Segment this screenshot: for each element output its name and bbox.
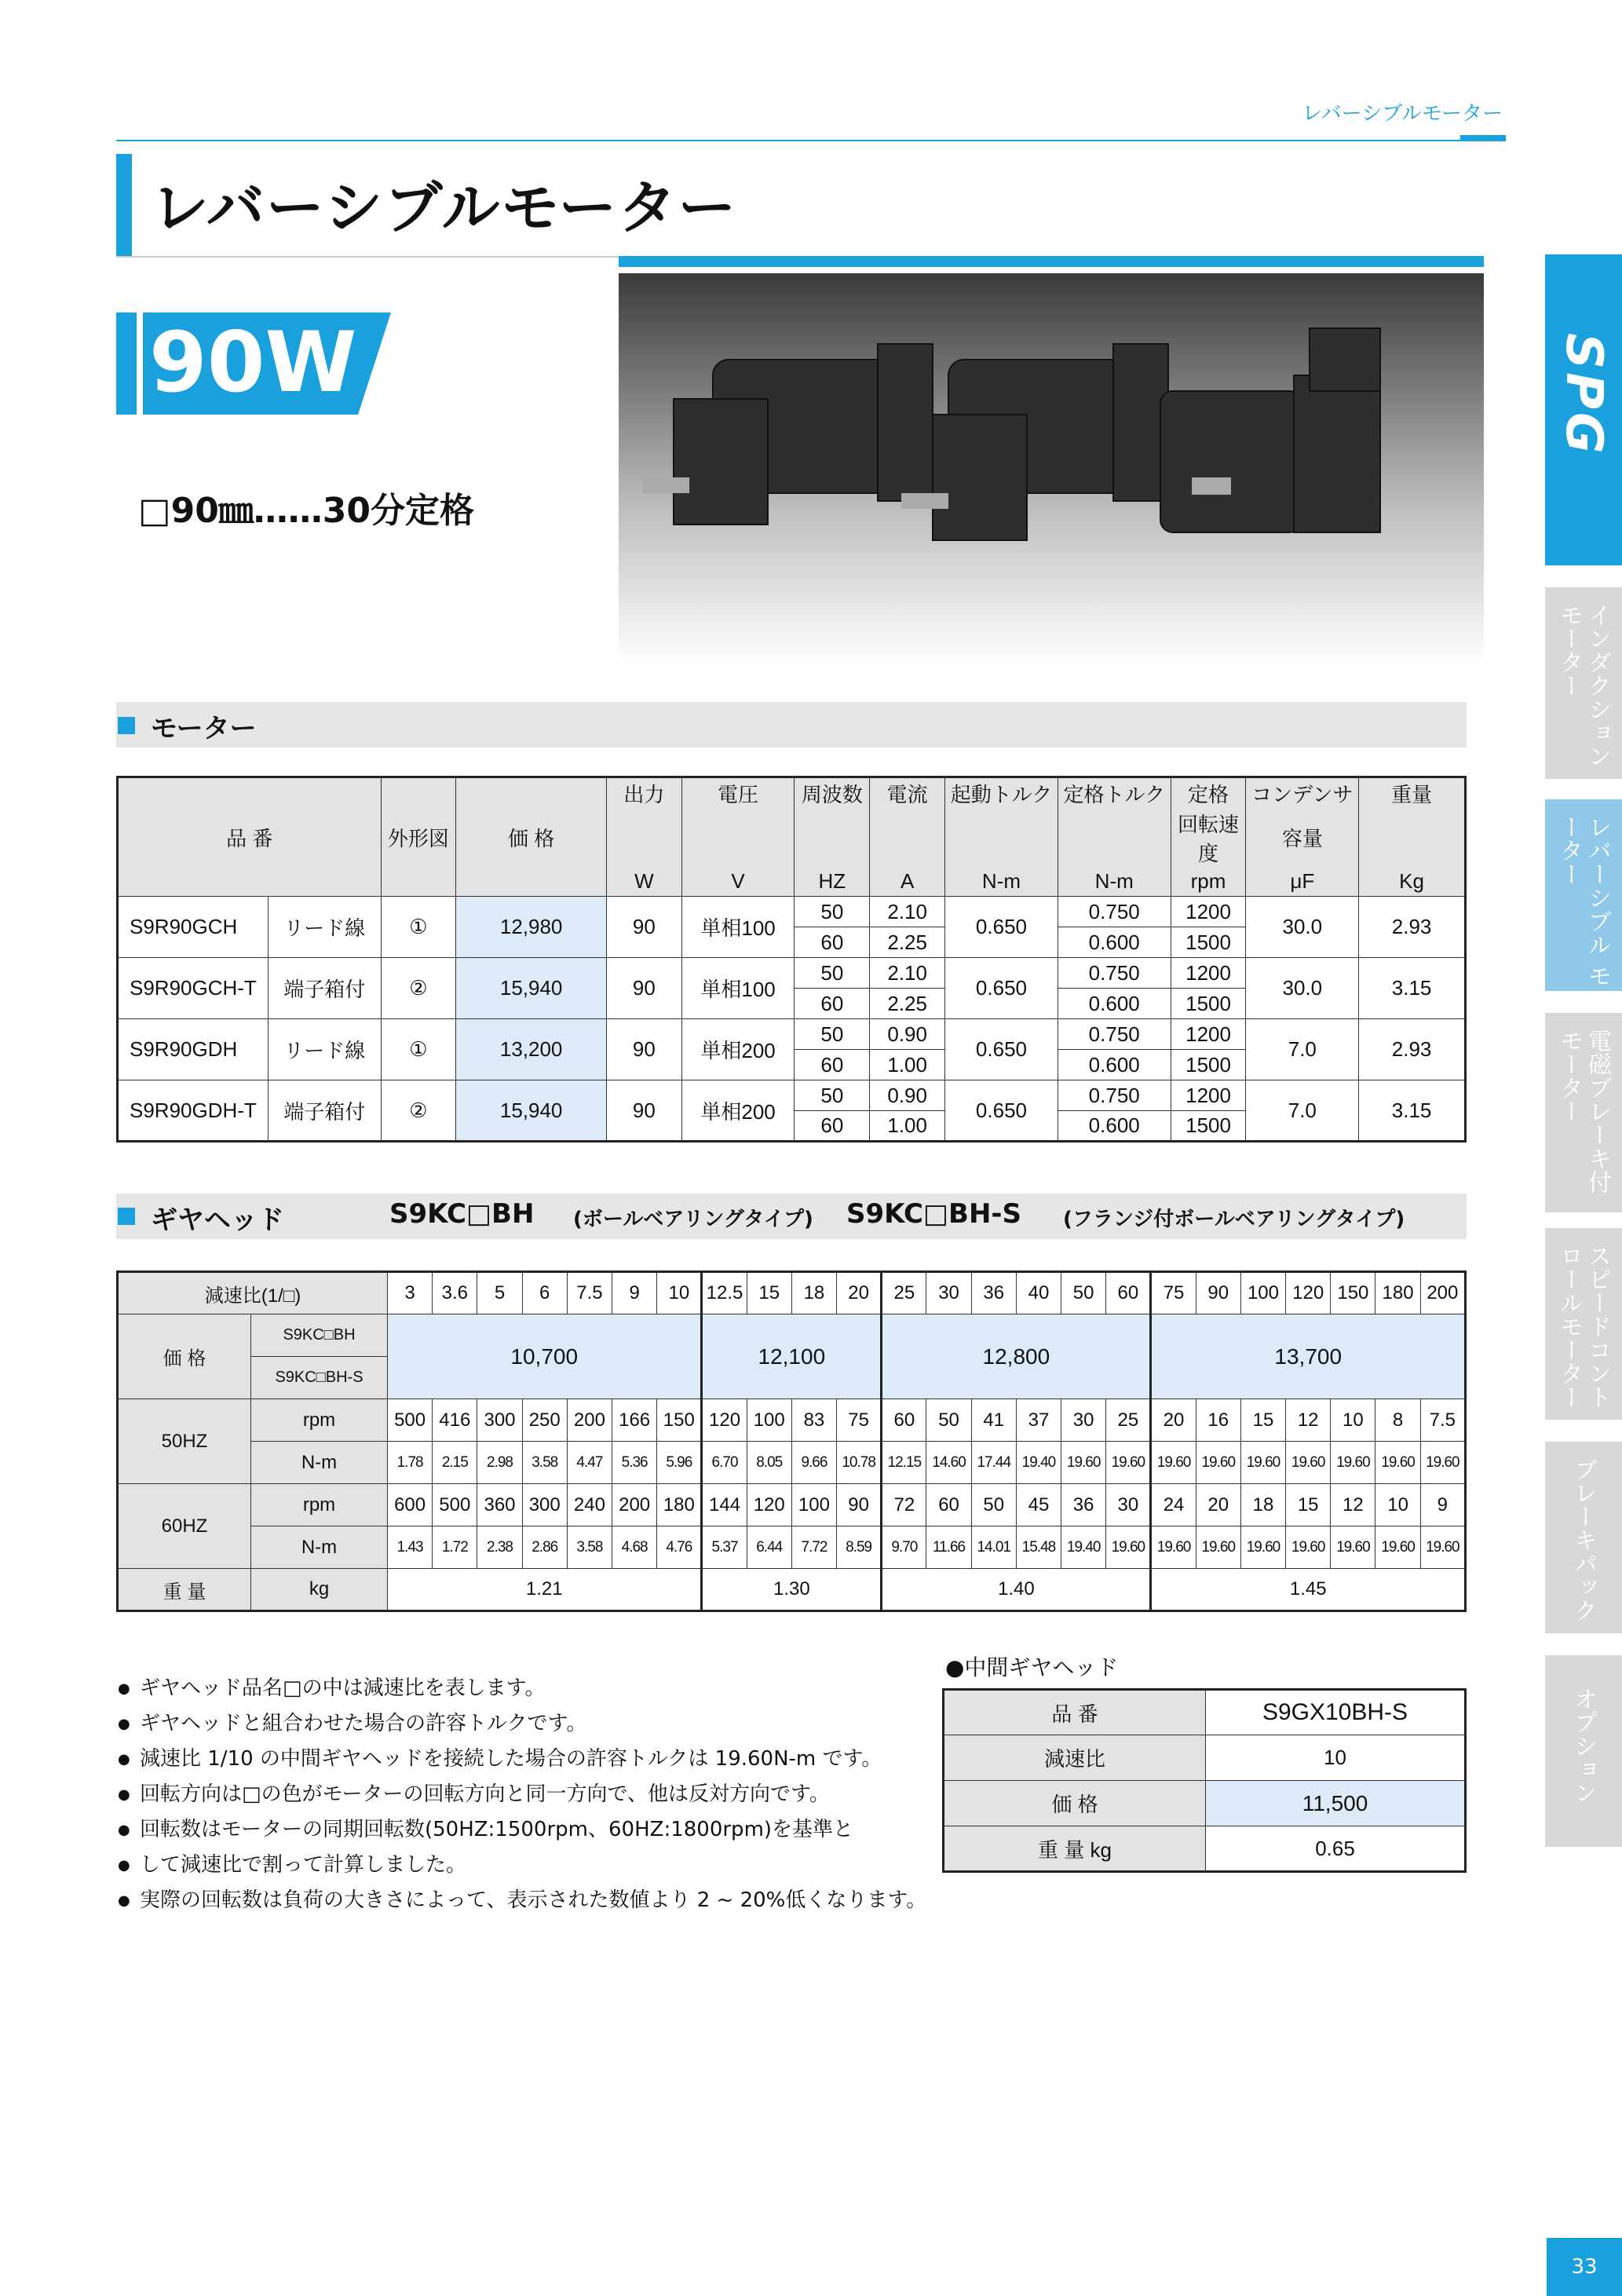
rpm-cell: 8: [1375, 1399, 1420, 1442]
motor-price: 15,940: [456, 1080, 607, 1142]
rpm-label: rpm: [251, 1484, 388, 1526]
ratio-cell: 150: [1331, 1272, 1375, 1314]
notes: [118, 1671, 926, 1918]
rpm-cell: 100: [791, 1484, 836, 1526]
motor-speed: 1500: [1171, 1050, 1246, 1080]
ratio-cell: 3.6: [433, 1272, 477, 1314]
side-tab-brake-motor[interactable]: [1545, 1013, 1622, 1212]
motor-start-torque: 0.650: [945, 1080, 1058, 1142]
rpm-cell: 300: [522, 1484, 567, 1526]
motor-type: リード線: [268, 1019, 381, 1080]
torque-cell: 19.60: [1240, 1442, 1285, 1484]
hdr-capacitor-2: 容量: [1246, 809, 1359, 867]
motor-photo: [619, 273, 1484, 663]
rpm-cell: 75: [837, 1399, 882, 1442]
torque-cell: 3.58: [522, 1442, 567, 1484]
ratio-cell: 90: [1196, 1272, 1240, 1314]
rpm-cell: 300: [477, 1399, 522, 1442]
side-tab-speed-control[interactable]: [1545, 1228, 1622, 1420]
motor-price: 13,200: [456, 1019, 607, 1080]
torque-cell: 6.70: [702, 1442, 747, 1484]
nm-label: N-m: [251, 1526, 388, 1569]
motor-rated-torque: 0.600: [1058, 1111, 1171, 1142]
torque-cell: 19.60: [1151, 1526, 1196, 1569]
watt-badge-stripe: [137, 313, 143, 415]
gear-weight: 1.45: [1151, 1569, 1466, 1611]
rpm-cell: 25: [1106, 1399, 1151, 1442]
torque-cell: 19.60: [1240, 1526, 1285, 1569]
torque-cell: 5.36: [612, 1442, 657, 1484]
inter-part: S9GX10BH-S: [1206, 1690, 1466, 1735]
rpm-cell: 10: [1331, 1399, 1375, 1442]
torque-cell: 19.60: [1331, 1442, 1375, 1484]
rpm-cell: 15: [1240, 1399, 1285, 1442]
ratio-cell: 180: [1375, 1272, 1420, 1314]
torque-cell: 5.37: [702, 1526, 747, 1569]
torque-cell: 19.60: [1061, 1442, 1106, 1484]
torque-cell: 19.60: [1375, 1442, 1420, 1484]
torque-cell: 19.60: [1420, 1526, 1465, 1569]
watt-label: 90W: [149, 314, 357, 411]
rpm-cell: 30: [1061, 1399, 1106, 1442]
torque-cell: 19.60: [1375, 1526, 1420, 1569]
ratio-cell: 5: [477, 1272, 522, 1314]
note-item: ● 減速比 1/10 の中間ギヤヘッドを接続した場合の許容トルクは 19.60N-m です。: [118, 1742, 926, 1777]
rpm-cell: 45: [1016, 1484, 1061, 1526]
motor-type: リード線: [268, 897, 381, 958]
motor-freq: 50: [795, 897, 870, 927]
motor-weight: 2.93: [1359, 897, 1466, 958]
motor-freq: 60: [795, 927, 870, 958]
rpm-cell: 72: [882, 1484, 926, 1526]
note-item: ● 回転方向は□の色がモーターの回転方向と同一方向で、他は反対方向です。: [118, 1777, 926, 1812]
motor-rated-torque: 0.750: [1058, 1019, 1171, 1050]
motor-freq: 50: [795, 1080, 870, 1111]
side-tab-label: ブレーキパック: [1569, 1457, 1597, 1622]
motor-rated-torque: 0.600: [1058, 1050, 1171, 1080]
gear-table: [116, 1270, 1467, 1612]
ratio-cell: 10: [657, 1272, 702, 1314]
torque-cell: 2.38: [477, 1526, 522, 1569]
gear-price: 12,100: [702, 1314, 882, 1399]
side-tab-induction[interactable]: [1545, 587, 1622, 779]
rpm-cell: 144: [702, 1484, 747, 1526]
torque-cell: 14.60: [926, 1442, 971, 1484]
ratio-cell: 6: [522, 1272, 567, 1314]
price-label: 価 格: [118, 1314, 251, 1399]
side-tab-label: スピードコント ロールモーター: [1555, 1244, 1611, 1409]
motor-start-torque: 0.650: [945, 1019, 1058, 1080]
motor-current: 2.25: [870, 927, 945, 958]
note-item: ● 回転数はモーターの同期回転数(50HZ:1500rpm、60HZ:1800rpm)を基準と: [118, 1812, 926, 1848]
motor-output: 90: [606, 958, 681, 1019]
torque-cell: 4.76: [657, 1526, 702, 1569]
side-tab-label: インダクション モーター: [1555, 603, 1611, 768]
torque-cell: 19.40: [1016, 1442, 1061, 1484]
hdr-rated-torque: 定格トルク: [1058, 777, 1171, 809]
rpm-cell: 18: [1240, 1484, 1285, 1526]
torque-cell: 19.60: [1331, 1526, 1375, 1569]
unit-voltage: V: [681, 867, 795, 897]
inter-part-label: 品 番: [944, 1690, 1206, 1735]
ratio-label: 減速比(1/□): [118, 1272, 388, 1314]
rpm-cell: 20: [1151, 1399, 1196, 1442]
gear-section-marker: [118, 1208, 135, 1225]
hdr-freq: 周波数: [795, 777, 870, 809]
motor-voltage: 単相100: [681, 958, 795, 1019]
rpm-label: rpm: [251, 1399, 388, 1442]
rpm-cell: 7.5: [1420, 1399, 1465, 1442]
rpm-cell: 60: [882, 1399, 926, 1442]
motor-current: 1.00: [870, 1050, 945, 1080]
unit-weight: Kg: [1359, 867, 1466, 897]
unit-rated-speed: rpm: [1171, 867, 1246, 897]
rpm-cell: 12: [1286, 1399, 1331, 1442]
motor-rated-torque: 0.750: [1058, 958, 1171, 989]
hdr-outline: 外形図: [381, 777, 456, 897]
unit-rated-torque: N-m: [1058, 867, 1171, 897]
gear-weight: 1.40: [882, 1569, 1151, 1611]
title-accent-bar: [116, 154, 132, 256]
page-title: レバーシブルモーター: [151, 174, 738, 242]
motor-current: 1.00: [870, 1111, 945, 1142]
rpm-cell: 150: [657, 1399, 702, 1442]
motor-current: 2.10: [870, 958, 945, 989]
ratio-cell: 25: [882, 1272, 926, 1314]
title-underline-accent: [619, 256, 1484, 267]
motor-output: 90: [606, 1019, 681, 1080]
price-sub-bhs: S9KC□BH-S: [251, 1357, 388, 1399]
torque-cell: 2.86: [522, 1526, 567, 1569]
inter-weight-label: 重 量 kg: [944, 1826, 1206, 1872]
motor-speed: 1200: [1171, 958, 1246, 989]
motor-weight: 3.15: [1359, 1080, 1466, 1142]
motor-voltage: 単相200: [681, 1019, 795, 1080]
rpm-cell: 9: [1420, 1484, 1465, 1526]
motor-freq: 60: [795, 1050, 870, 1080]
note-item-continuation: ● して減速比で割って計算しました。: [118, 1848, 926, 1883]
rpm-cell: 10: [1375, 1484, 1420, 1526]
rpm-cell: 100: [747, 1399, 791, 1442]
hdr-voltage: 電圧: [681, 777, 795, 809]
rpm-cell: 200: [612, 1484, 657, 1526]
motor-start-torque: 0.650: [945, 897, 1058, 958]
side-tab-label: 電磁ブレーキ付 モーター: [1555, 1029, 1611, 1194]
inter-price-label: 価 格: [944, 1781, 1206, 1826]
note-item: ● 実際の回転数は負荷の大きさによって、表示された数値より 2 ~ 20%低くなります。: [118, 1883, 926, 1918]
inter-gear-title: ●中間ギヤヘッド: [945, 1654, 1119, 1680]
torque-cell: 19.40: [1061, 1526, 1106, 1569]
side-tab-option[interactable]: [1545, 1655, 1622, 1847]
hz60-label: 60HZ: [118, 1484, 251, 1569]
rpm-cell: 166: [612, 1399, 657, 1442]
motor-outline: ①: [381, 897, 456, 958]
motor-part-number: S9R90GCH-T: [118, 958, 269, 1019]
torque-cell: 1.43: [388, 1526, 433, 1569]
rpm-cell: 180: [657, 1484, 702, 1526]
inter-gear-table: [942, 1688, 1467, 1873]
unit-output: W: [606, 867, 681, 897]
rpm-cell: 30: [1106, 1484, 1151, 1526]
side-tab-spg[interactable]: [1545, 254, 1622, 565]
rpm-cell: 20: [1196, 1484, 1240, 1526]
motor-section-bar: [116, 702, 1467, 748]
ratio-cell: 20: [837, 1272, 882, 1314]
motor-weight: 2.93: [1359, 1019, 1466, 1080]
torque-cell: 9.66: [791, 1442, 836, 1484]
motor-price: 12,980: [456, 897, 607, 958]
weight-unit: kg: [251, 1569, 388, 1611]
rpm-cell: 15: [1286, 1484, 1331, 1526]
motor-voltage: 単相200: [681, 1080, 795, 1142]
motor-part-number: S9R90GDH-T: [118, 1080, 269, 1142]
motor-part-number: S9R90GDH: [118, 1019, 269, 1080]
torque-cell: 19.60: [1196, 1442, 1240, 1484]
rpm-cell: 500: [433, 1484, 477, 1526]
rpm-cell: 200: [567, 1399, 612, 1442]
ratio-cell: 120: [1286, 1272, 1331, 1314]
rpm-cell: 360: [477, 1484, 522, 1526]
motor-freq: 50: [795, 1019, 870, 1050]
rpm-cell: 50: [926, 1399, 971, 1442]
unit-current: A: [870, 867, 945, 897]
ratio-cell: 200: [1420, 1272, 1465, 1314]
rpm-cell: 37: [1016, 1399, 1061, 1442]
nm-label: N-m: [251, 1442, 388, 1484]
hdr-capacitor: コンデンサ: [1246, 777, 1359, 809]
torque-cell: 4.47: [567, 1442, 612, 1484]
torque-cell: 19.60: [1106, 1526, 1151, 1569]
ratio-cell: 40: [1016, 1272, 1061, 1314]
ratio-cell: 9: [612, 1272, 657, 1314]
motor-outline: ②: [381, 1080, 456, 1142]
ratio-cell: 36: [971, 1272, 1016, 1314]
gear-weight: 1.21: [388, 1569, 702, 1611]
motor-output: 90: [606, 897, 681, 958]
torque-cell: 19.60: [1286, 1442, 1331, 1484]
hdr-rated-speed-2: 回転速度: [1171, 809, 1246, 867]
motor-speed: 1200: [1171, 1019, 1246, 1050]
motor-speed: 1200: [1171, 897, 1246, 927]
side-tab-label: レバーシブル モーター: [1555, 815, 1611, 988]
motor-speed: 1500: [1171, 989, 1246, 1019]
note-item: ● ギヤヘッドと組合わせた場合の許容トルクです。: [118, 1706, 926, 1742]
motor-current: 0.90: [870, 1080, 945, 1111]
motor-output: 90: [606, 1080, 681, 1142]
hz50-label: 50HZ: [118, 1399, 251, 1484]
rpm-cell: 36: [1061, 1484, 1106, 1526]
gear-model-1: S9KC□BH: [389, 1198, 535, 1230]
rpm-cell: 83: [791, 1399, 836, 1442]
frame-size-label: □90㎜……30分定格: [138, 491, 475, 531]
gear-weight: 1.30: [702, 1569, 882, 1611]
ratio-cell: 15: [747, 1272, 791, 1314]
gear-price: 10,700: [388, 1314, 702, 1399]
motor-speed: 1200: [1171, 1080, 1246, 1111]
motor-capacitor: 30.0: [1246, 958, 1359, 1019]
motor-current: 2.25: [870, 989, 945, 1019]
torque-cell: 19.60: [1151, 1442, 1196, 1484]
hdr-weight: 重量: [1359, 777, 1466, 809]
torque-cell: 19.60: [1106, 1442, 1151, 1484]
motor-freq: 50: [795, 958, 870, 989]
gear-price: 13,700: [1151, 1314, 1466, 1399]
motor-price: 15,940: [456, 958, 607, 1019]
ratio-cell: 12.5: [702, 1272, 747, 1314]
motor-capacitor: 7.0: [1246, 1080, 1359, 1142]
torque-cell: 15.48: [1016, 1526, 1061, 1569]
unit-capacitor: μF: [1246, 867, 1359, 897]
torque-cell: 3.58: [567, 1526, 612, 1569]
page-number: 33: [1547, 2238, 1622, 2296]
inter-price: 11,500: [1206, 1781, 1466, 1826]
rpm-cell: 600: [388, 1484, 433, 1526]
gear-model-2: S9KC□BH-S: [846, 1198, 1022, 1230]
motor-capacitor: 30.0: [1246, 897, 1359, 958]
torque-cell: 12.15: [882, 1442, 926, 1484]
rpm-cell: 60: [926, 1484, 971, 1526]
ratio-cell: 50: [1061, 1272, 1106, 1314]
weight-label: 重 量: [118, 1569, 251, 1611]
inter-ratio: 10: [1206, 1735, 1466, 1781]
ratio-cell: 3: [388, 1272, 433, 1314]
hdr-output: 出力: [606, 777, 681, 809]
rpm-cell: 90: [837, 1484, 882, 1526]
hdr-price: 価 格: [456, 777, 607, 897]
side-tab-reversible[interactable]: [1545, 799, 1622, 991]
rpm-cell: 120: [702, 1399, 747, 1442]
inter-ratio-label: 減速比: [944, 1735, 1206, 1781]
torque-cell: 6.44: [747, 1526, 791, 1569]
motor-speed: 1500: [1171, 1111, 1246, 1142]
gear-section-title: ギヤヘッド: [151, 1205, 284, 1236]
torque-cell: 1.72: [433, 1526, 477, 1569]
motor-rated-torque: 0.600: [1058, 989, 1171, 1019]
gear-price: 12,800: [882, 1314, 1151, 1399]
motor-rated-torque: 0.750: [1058, 897, 1171, 927]
gear-model-2-desc: (フランジ付ボールベアリングタイプ): [1063, 1208, 1405, 1231]
hdr-rated-speed: 定格: [1171, 777, 1246, 809]
motor-voltage: 単相100: [681, 897, 795, 958]
torque-cell: 14.01: [971, 1526, 1016, 1569]
inter-weight: 0.65: [1206, 1826, 1466, 1872]
hdr-part: 品 番: [118, 777, 382, 897]
torque-cell: 8.59: [837, 1526, 882, 1569]
header-rule: [116, 140, 1506, 141]
torque-cell: 4.68: [612, 1526, 657, 1569]
torque-cell: 10.78: [837, 1442, 882, 1484]
rpm-cell: 500: [388, 1399, 433, 1442]
motor-current: 2.10: [870, 897, 945, 927]
torque-cell: 17.44: [971, 1442, 1016, 1484]
motor-rated-torque: 0.750: [1058, 1080, 1171, 1111]
motor-part-number: S9R90GCH: [118, 897, 269, 958]
unit-freq: HZ: [795, 867, 870, 897]
torque-cell: 19.60: [1196, 1526, 1240, 1569]
rpm-cell: 16: [1196, 1399, 1240, 1442]
side-tab-label: オプション: [1569, 1687, 1597, 1804]
motor-type: 端子箱付: [268, 1080, 381, 1142]
torque-cell: 7.72: [791, 1526, 836, 1569]
rpm-cell: 250: [522, 1399, 567, 1442]
ratio-cell: 60: [1106, 1272, 1151, 1314]
unit-start-torque: N-m: [945, 867, 1058, 897]
motor-weight: 3.15: [1359, 958, 1466, 1019]
torque-cell: 2.98: [477, 1442, 522, 1484]
note-item: ● ギヤヘッド品名□の中は減速比を表します。: [118, 1671, 926, 1706]
ratio-cell: 30: [926, 1272, 971, 1314]
motor-table: [116, 776, 1467, 1143]
torque-cell: 2.15: [433, 1442, 477, 1484]
title-underline: [116, 256, 619, 258]
rpm-cell: 12: [1331, 1484, 1375, 1526]
gear-model-1-desc: (ボールベアリングタイプ): [573, 1208, 813, 1231]
rpm-cell: 416: [433, 1399, 477, 1442]
hdr-current: 電流: [870, 777, 945, 809]
torque-cell: 5.96: [657, 1442, 702, 1484]
motor-section-title: モーター: [151, 713, 257, 744]
rpm-cell: 41: [971, 1399, 1016, 1442]
torque-cell: 11.66: [926, 1526, 971, 1569]
hdr-start-torque: 起動トルク: [945, 777, 1058, 809]
motor-freq: 60: [795, 989, 870, 1019]
rpm-cell: 240: [567, 1484, 612, 1526]
torque-cell: 8.05: [747, 1442, 791, 1484]
motor-current: 0.90: [870, 1019, 945, 1050]
motor-capacitor: 7.0: [1246, 1019, 1359, 1080]
torque-cell: 19.60: [1286, 1526, 1331, 1569]
motor-outline: ②: [381, 958, 456, 1019]
spg-logo: SPG: [1554, 333, 1613, 457]
price-sub-bh: S9KC□BH: [251, 1314, 388, 1357]
rpm-cell: 24: [1151, 1484, 1196, 1526]
ratio-cell: 100: [1240, 1272, 1285, 1314]
motor-type: 端子箱付: [268, 958, 381, 1019]
breadcrumb: レバーシブルモーター: [1302, 102, 1503, 126]
motor-section-marker: [118, 717, 135, 734]
side-tab-brake-pack[interactable]: [1545, 1442, 1622, 1633]
motor-rated-torque: 0.600: [1058, 927, 1171, 958]
motor-start-torque: 0.650: [945, 958, 1058, 1019]
motor-outline: ①: [381, 1019, 456, 1080]
torque-cell: 9.70: [882, 1526, 926, 1569]
ratio-cell: 75: [1151, 1272, 1196, 1314]
torque-cell: 19.60: [1420, 1442, 1465, 1484]
motor-freq: 60: [795, 1111, 870, 1142]
rpm-cell: 50: [971, 1484, 1016, 1526]
motor-speed: 1500: [1171, 927, 1246, 958]
ratio-cell: 7.5: [567, 1272, 612, 1314]
ratio-cell: 18: [791, 1272, 836, 1314]
torque-cell: 1.78: [388, 1442, 433, 1484]
rpm-cell: 120: [747, 1484, 791, 1526]
